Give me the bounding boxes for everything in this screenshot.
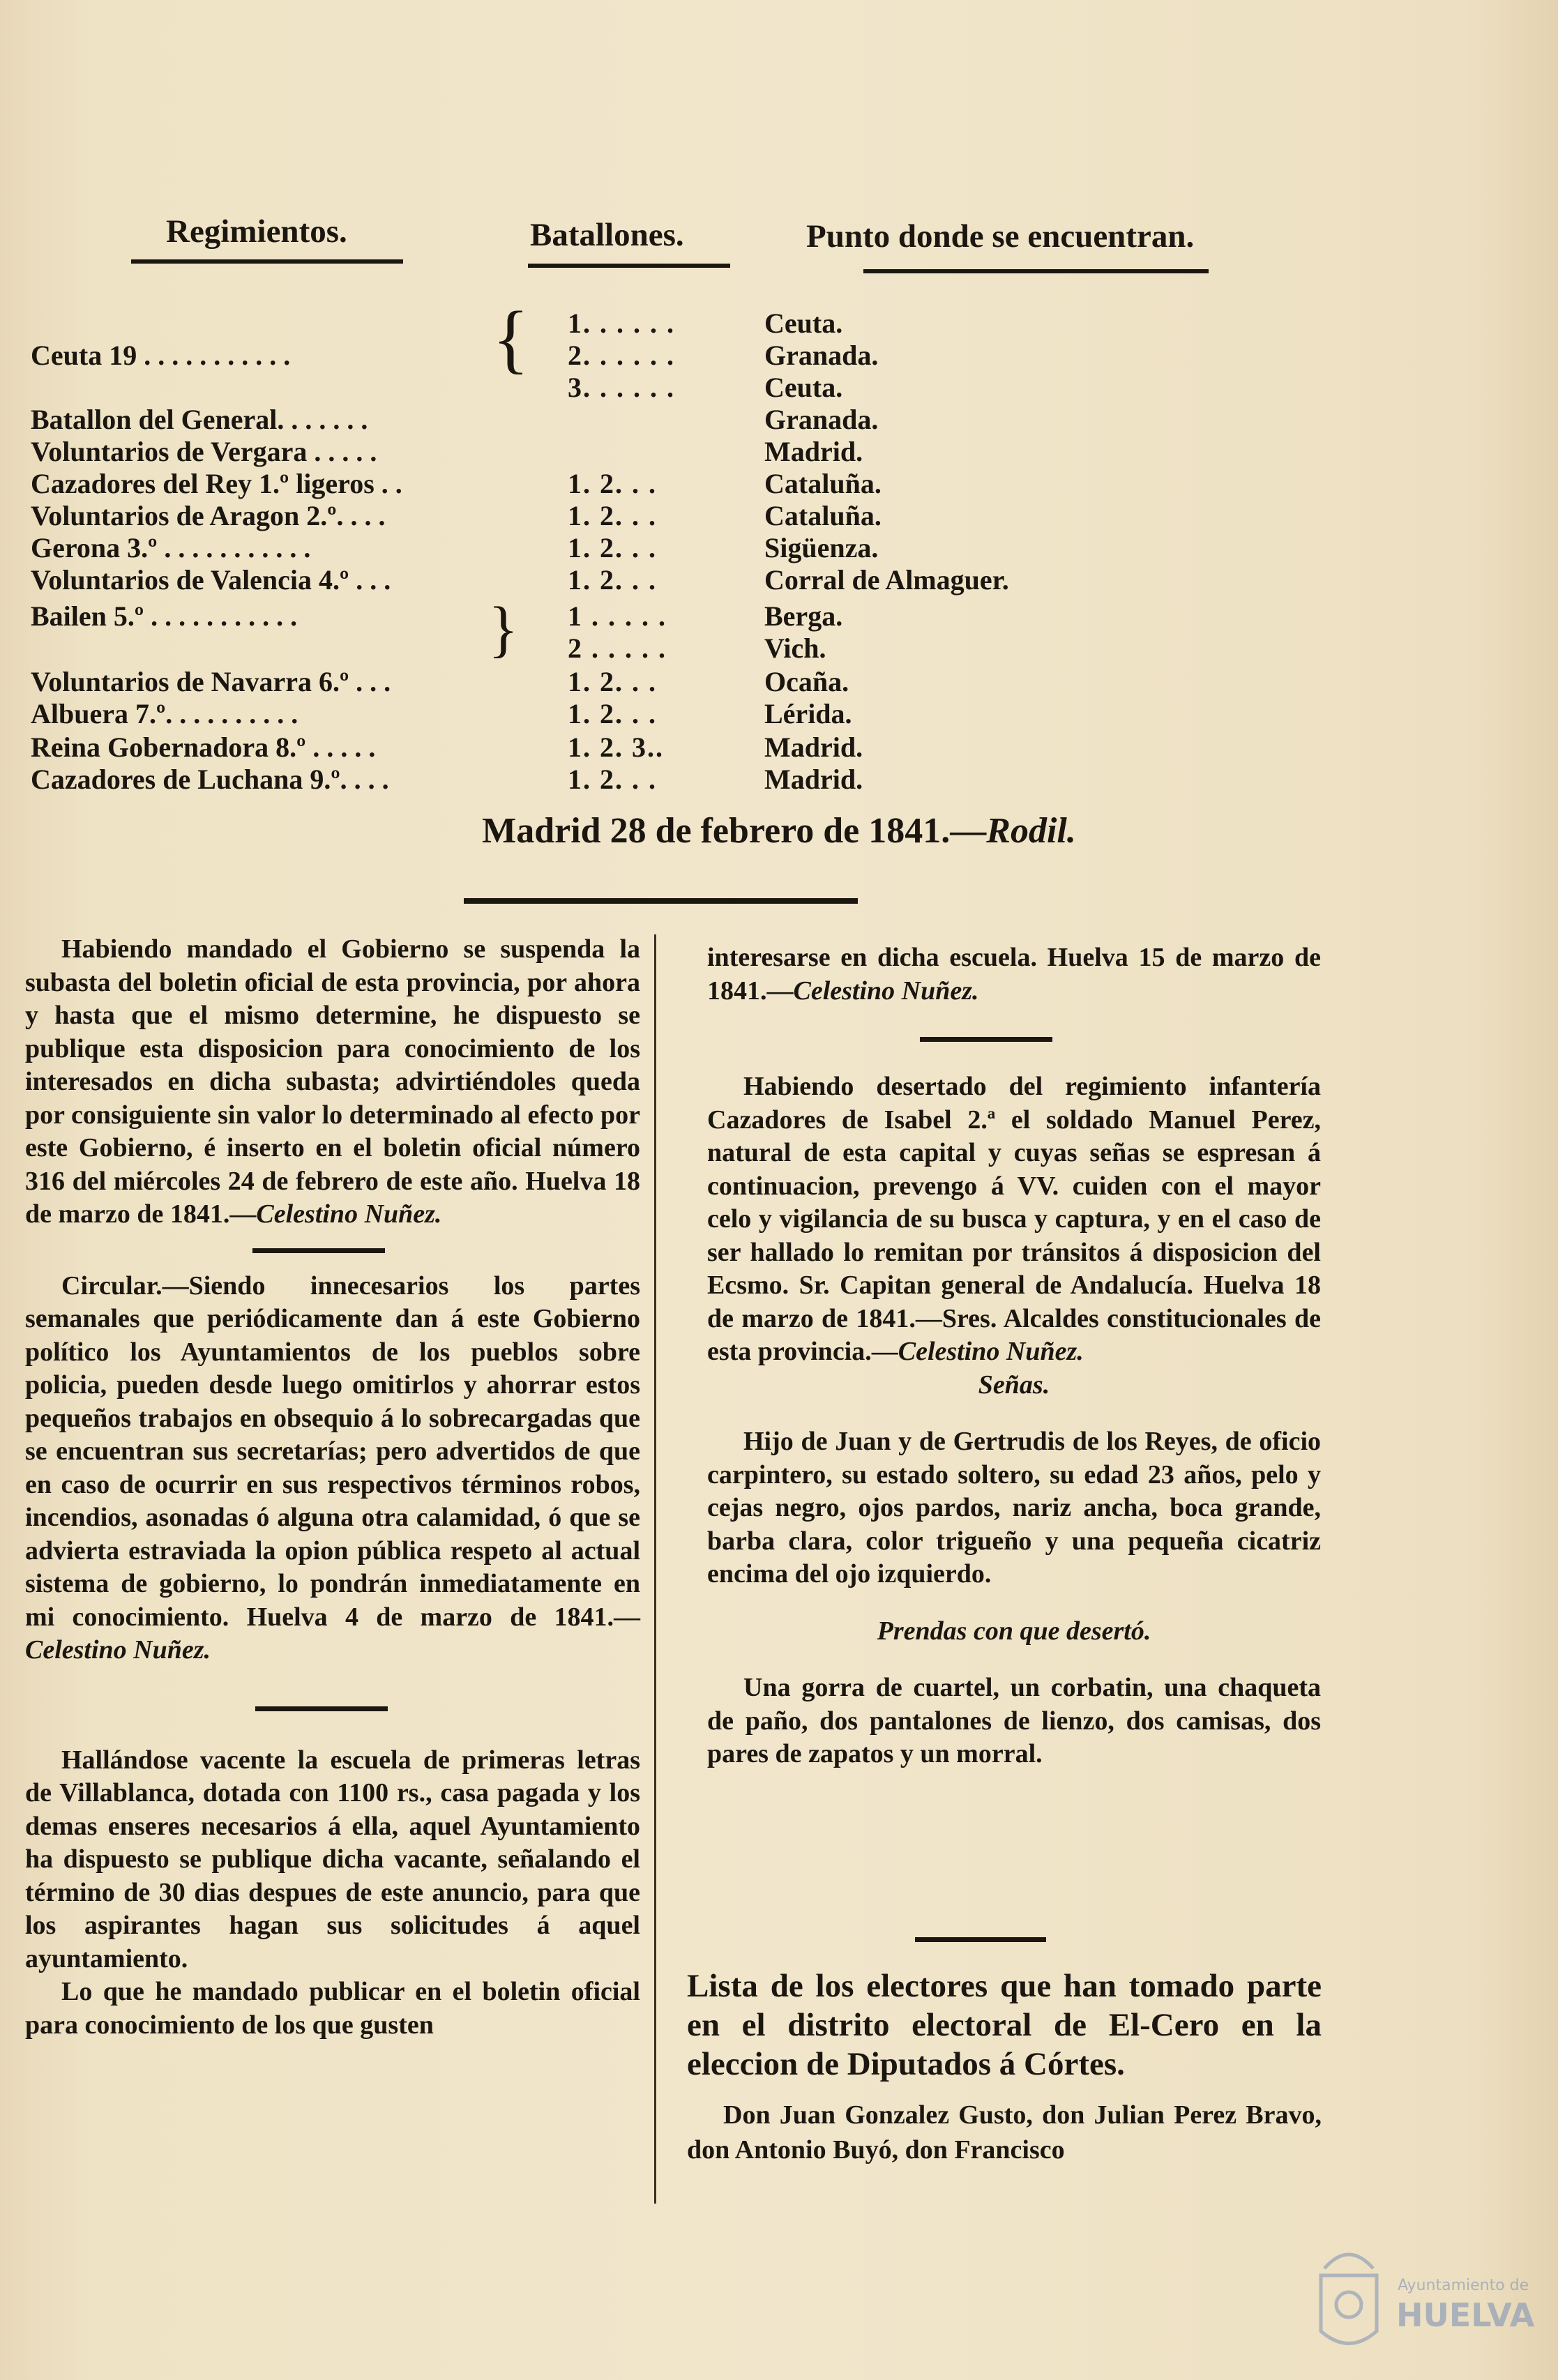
- location: Cataluña.: [764, 468, 882, 499]
- table-row: [31, 531, 1077, 563]
- location: Ocaña.: [764, 666, 849, 697]
- regiment-name: Albuera 7.º. . . . . . . . . .: [31, 698, 298, 729]
- location: Granada.: [764, 404, 879, 435]
- battalions: 1. 2. . .: [568, 532, 657, 563]
- table-row: [31, 563, 1077, 596]
- notice-subasta: Habiendo mandado el Gobierno se suspenda la subasta del boletin oficial de esta provincia, por ahora y hasta que el mismo determine, he dispuesto se publique esta disposicion para conocimiento de los interesados en dicha subasta; advirtiéndoles queda por consiguiente sin valor lo determinado al efecto por este Gobierno, é inserto en el boletin oficial número 316 del miércoles 24 de febrero de este año. Huelva 18 de marzo de 1841.—Celestino Nuñez.: [25, 934, 640, 1229]
- lista-body: Don Juan Gonzalez Gusto, don Julian Perez Bravo, don Antonio Buyó, don Francisco: [687, 2100, 1322, 2165]
- prendas-title: Prendas con que desertó.: [877, 1616, 1151, 1646]
- regiment-name: Voluntarios de Aragon 2.º. . . .: [31, 500, 386, 531]
- huelva-logo: [1307, 2227, 1537, 2366]
- table-row: [31, 697, 1077, 729]
- separator: [464, 898, 858, 904]
- logo-line1: Ayuntamiento de: [1398, 2277, 1529, 2294]
- regiment-name: Voluntarios de Vergara . . . . .: [31, 436, 377, 467]
- table-row: [31, 731, 1077, 763]
- location: Madrid.: [764, 436, 863, 467]
- table-row: [31, 435, 1077, 467]
- location: Berga.: [764, 600, 843, 632]
- location: Corral de Almaguer.: [764, 564, 1009, 596]
- notice-desertor: Habiendo desertado del regimiento infantería Cazadores de Isabel 2.ª el soldado Manuel Perez, natural de esta capital y cuyas señas se espresan á continuacion, prevengo á VV. cuiden con el mayor celo y vigilancia de su busca y captura, y en el caso de ser hallado lo remitan por tránsitos á disposicion del Ecsmo. Sr. Capitan general de Andalucía. Huelva 18 de marzo de 1841.—Sres. Alcaldes constitucionales de esta provincia.—Celestino Nuñez.: [707, 1072, 1321, 1366]
- header-underline: [863, 269, 1209, 273]
- battalions: 1 . . . . .: [568, 600, 667, 632]
- battalions: 1. 2. . .: [568, 468, 657, 499]
- location: Madrid.: [764, 764, 863, 795]
- left-column: [25, 933, 640, 2042]
- header-regimientos: Regimientos.: [166, 213, 347, 250]
- separator: [255, 1706, 388, 1711]
- regiment-name: Reina Gobernadora 8.º . . . . .: [31, 732, 376, 763]
- notice-publicar: Lo que he mandado publicar en el boletin oficial para conocimiento de los que gusten: [25, 1977, 640, 2040]
- senas-title: Señas.: [978, 1370, 1050, 1400]
- separator: [252, 1248, 385, 1253]
- location: Madrid.: [764, 732, 863, 763]
- battalions: 1. . . . . .: [568, 308, 675, 339]
- location: Ceuta.: [764, 372, 843, 403]
- regiment-name: Batallon del General. . . . . . .: [31, 404, 368, 435]
- regiment-name: Voluntarios de Valencia 4.º . . .: [31, 564, 391, 596]
- table-row: [31, 403, 1077, 435]
- senas-text: Hijo de Juan y de Gertrudis de los Reyes, de oficio carpintero, su estado soltero, su edad 23 años, pelo y cejas negro, ojos pardos, nariz ancha, boca grande, barba clara, color trigueño y una pequeña cicatriz encima del ojo izquierdo.: [707, 1427, 1321, 1589]
- battalions: 1. 2. . .: [568, 698, 657, 729]
- header-punto: Punto donde se encuentran.: [806, 218, 1195, 255]
- lista-title: Lista de los electores que han tomado parte en el distrito electoral de El-Cero en la eleccion de Diputados á Córtes.: [687, 1968, 1322, 2082]
- table-row: [31, 763, 1077, 795]
- brace: {: [492, 296, 529, 381]
- regiment-name: Gerona 3.º . . . . . . . . . . .: [31, 532, 311, 563]
- logo-line2: HUELVA: [1396, 2296, 1535, 2334]
- notice-circular: Circular.—Siendo innecesarios los partes semanales que periódicamente dan á este Gobierno político los Ayuntamientos de los pueblos sobre policia, pueden desde luego omitirlos y ahorrar estos pequeños trabajos en obsequio á lo sobrecargadas que se encuentran sus secretarías; pero advertidos de que en caso de ocurrir en sus respectivos términos robos, incendios, asonadas ó alguna otra calamidad, ó que se advierta estraviada la opion pública respeto al actual sistema de gobierno, lo pondrán inmediatamente en mi conocimiento. Huelva 4 de marzo de 1841.—Celestino Nuñez.: [25, 1271, 640, 1665]
- brace: }: [488, 595, 519, 664]
- lista-electores: [687, 1966, 1322, 2167]
- battalions: 2 . . . . .: [568, 632, 667, 664]
- battalions: 3. . . . . .: [568, 372, 675, 403]
- dateline-text: Madrid 28 de febrero de 1841.—: [482, 811, 987, 851]
- table-row: [31, 499, 1077, 531]
- battalions: 1. 2. 3..: [568, 732, 664, 763]
- location: Lérida.: [764, 698, 852, 729]
- header-batallones: Batallones.: [530, 217, 684, 253]
- header-underline: [528, 264, 730, 268]
- regiment-name: Cazadores del Rey 1.º ligeros . .: [31, 468, 402, 499]
- separator: [920, 1037, 1052, 1042]
- location: Cataluña.: [764, 500, 882, 531]
- separator: [915, 1937, 1046, 1942]
- battalions: 1. 2. . .: [568, 666, 657, 697]
- battalions: 1. 2. . .: [568, 764, 657, 795]
- notice-escuela: Hallándose vacente la escuela de primeras letras de Villablanca, dotada con 1100 rs., casa pagada y los demas enseres necesarios á ella, aquel Ayuntamiento ha dispuesto se publique dicha vacante, señalando el término de 30 dias despues de este anuncio, para que los aspirantes hagan sus solicitudes á aquel ayuntamiento.: [25, 1745, 640, 1973]
- battalions: 2. . . . . .: [568, 340, 675, 371]
- column-divider: [654, 934, 656, 2204]
- prendas-text: Una gorra de cuartel, un corbatin, una chaqueta de paño, dos pantalones de lienzo, dos camisas, dos pares de zapatos y un morral.: [707, 1673, 1321, 1768]
- battalions: 1. 2. . .: [568, 564, 657, 596]
- dateline: [0, 810, 1558, 851]
- location: Granada.: [764, 340, 879, 371]
- location: Ceuta.: [764, 308, 843, 339]
- dateline-signature: Rodil.: [986, 811, 1076, 851]
- notice-escuela-end: interesarse en dicha escuela. Huelva 15 de marzo de 1841.—Celestino Nuñez.: [707, 943, 1321, 1006]
- regiment-name: Bailen 5.º . . . . . . . . . . .: [31, 600, 298, 632]
- table-row: [31, 632, 1077, 664]
- table-row: [31, 665, 1077, 697]
- regiment-name: Cazadores de Luchana 9.º. . . .: [31, 764, 389, 795]
- table-row: [31, 467, 1077, 499]
- table-row: [31, 339, 1077, 371]
- table-row: [31, 371, 1077, 403]
- location: Sigüenza.: [764, 532, 879, 563]
- location: Vich.: [764, 632, 826, 664]
- battalions: 1. 2. . .: [568, 500, 657, 531]
- table-row: [31, 307, 1077, 339]
- table-row: [31, 600, 1077, 632]
- regiment-name: Voluntarios de Navarra 6.º . . .: [31, 666, 391, 697]
- regiment-name: Ceuta 19 . . . . . . . . . . .: [31, 340, 291, 371]
- header-underline: [131, 259, 403, 264]
- right-column: [707, 941, 1321, 1771]
